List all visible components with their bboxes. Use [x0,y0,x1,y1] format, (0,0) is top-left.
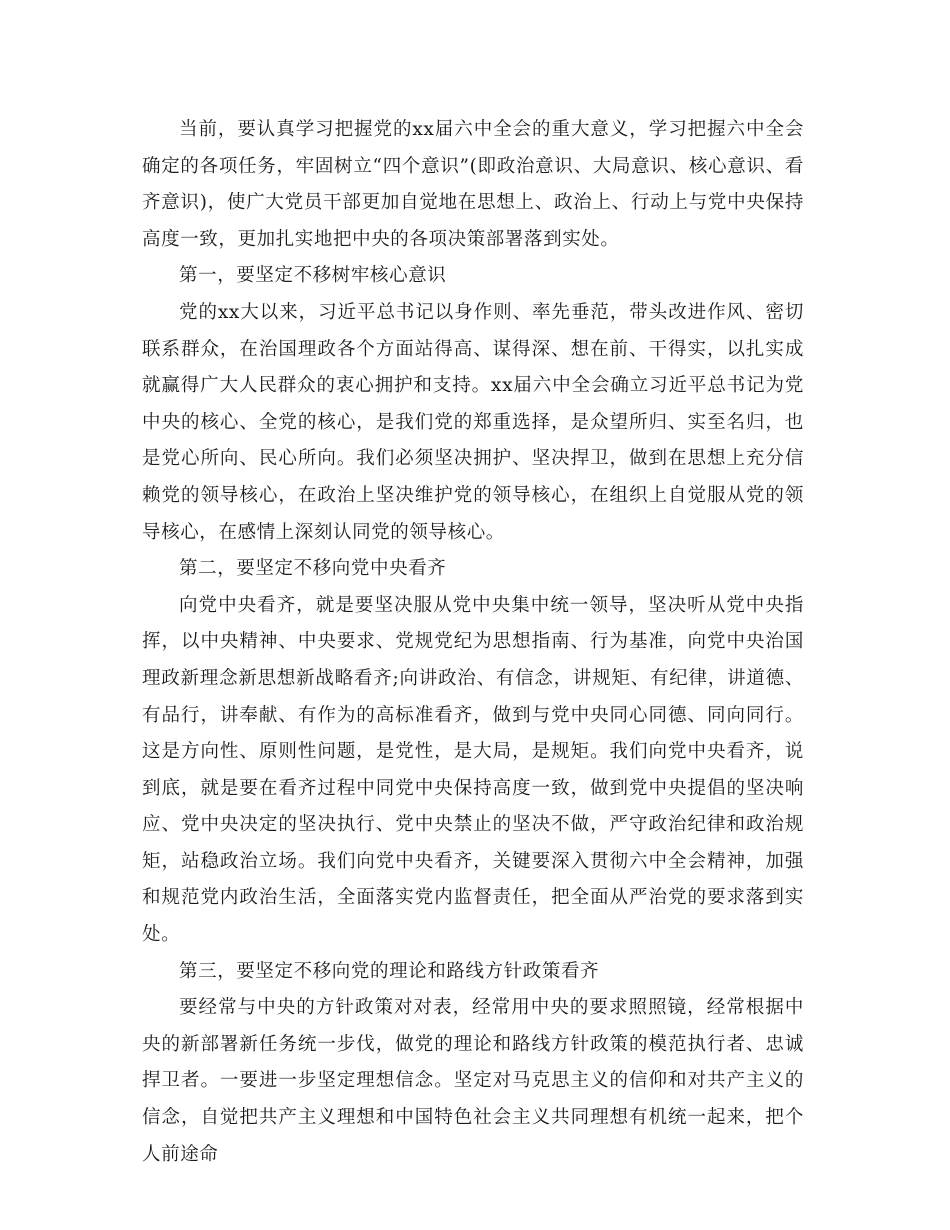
paragraph-first: 党的xx大以来，习近平总书记以身作则、率先垂范，带头改进作风、密切联系群众，在治国理政各个方面站得高、谋得深、想在前、干得实，以扎实成就赢得广大人民群众的衷心拥护和支持。xx届六中全会确立习近平总书记为党中央的核心、全党的核心，是我们党的郑重选择，是众望所归、实至名归，也是党心所向、民心所向。我们必须坚决拥护、坚决捍卫，做到在思想上充分信赖党的领导核心，在政治上坚决维护党的领导核心，在组织上自觉服从党的领导核心，在感情上深刻认同党的领导核心。 [142,301,804,543]
heading-third: 第三，要坚定不移向党的理论和路线方针政策看齐 [179,960,600,982]
paragraph-third: 要经常与中央的方针政策对对表，经常用中央的要求照照镜，经常根据中央的新部署新任务统一步伐，做党的理论和路线方针政策的模范执行者、忠诚捍卫者。一要进一步坚定理想信念。坚定对马克思主义的信仰和对共产主义的信念，自觉把共产主义理想和中国特色社会主义共同理想有机统一起来，把个人前途命 [142,997,804,1165]
heading-first: 第一，要坚定不移树牢核心意识 [179,265,447,287]
paragraph-intro: 当前，要认真学习把握党的xx届六中全会的重大意义，学习把握六中全会确定的各项任务，牢固树立“四个意识”(即政治意识、大局意识、核心意识、看齐意识)，使广大党员干部更加自觉地在思想上、政治上、行动上与党中央保持高度一致，更加扎实地把中央的各项决策部署落到实处。 [142,119,804,250]
paragraph-second: 向党中央看齐，就是要坚决服从党中央集中统一领导，坚决听从党中央指挥，以中央精神、中央要求、党规党纪为思想指南、行为基准，向党中央治国理政新理念新思想新战略看齐;向讲政治、有信念，讲规矩、有纪律，讲道德、有品行，讲奉献、有作为的高标准看齐，做到与党中央同心同德、同向同行。这是方向性、原则性问题，是党性，是大局，是规矩。我们向党中央看齐，说到底，就是要在看齐过程中同党中央保持高度一致，做到党中央提倡的坚决响应、党中央决定的坚决执行、党中央禁止的坚决不做，严守政治纪律和政治规矩，站稳政治立场。我们向党中央看齐，关键要深入贯彻六中全会精神，加强和规范党内政治生活，全面落实党内监督责任，把全面从严治党的要求落到实处。 [142,594,804,946]
document-body [142,112,804,1173]
heading-second: 第二，要坚定不移向党中央看齐 [179,558,447,580]
